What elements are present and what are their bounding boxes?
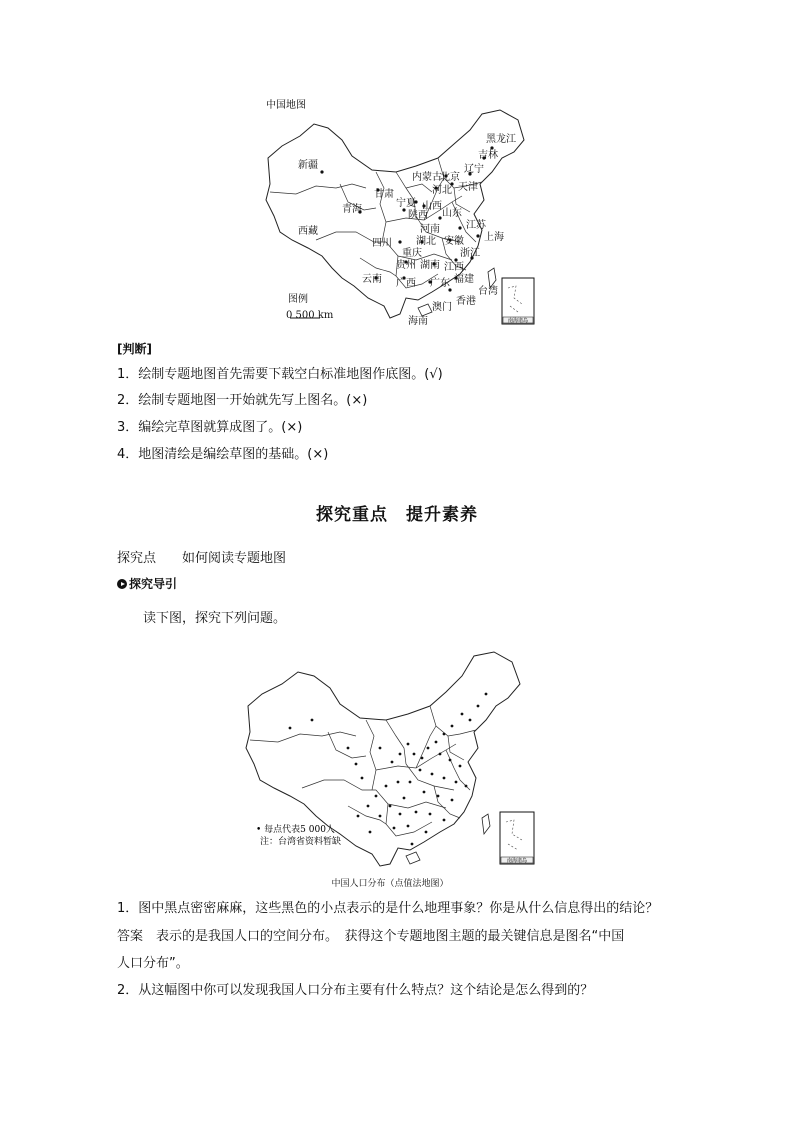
province-label: 台湾 bbox=[478, 286, 498, 297]
legend-title: 图例 bbox=[288, 294, 308, 305]
population-map-figure bbox=[240, 636, 540, 868]
taiwan-shape bbox=[482, 814, 490, 834]
intro-text: 读下图，探究下列问题。 bbox=[143, 611, 287, 626]
province-label: 澳门 bbox=[432, 302, 452, 313]
scale-label: 0 500 km bbox=[286, 310, 334, 321]
province-label: 福建 bbox=[454, 274, 474, 285]
section-title: 探究重点 提升素养 bbox=[316, 505, 478, 525]
province-label: 上海 bbox=[484, 232, 504, 243]
inset-label: 南海诸岛 bbox=[507, 318, 529, 324]
province-label: 江西 bbox=[444, 262, 464, 273]
province-label: 黑龙江 bbox=[486, 134, 516, 145]
legend-taiwan-note: 注：台湾省资料暂缺 bbox=[260, 837, 342, 847]
province-label: 香港 bbox=[456, 296, 476, 307]
province-label: 河南 bbox=[420, 224, 440, 235]
judge-heading: [判断] bbox=[117, 342, 152, 356]
hainan-shape bbox=[418, 304, 432, 316]
province-label: 新疆 bbox=[298, 160, 318, 171]
judge-item-3: 3．编绘完草图就算成图了。(×) bbox=[117, 420, 303, 435]
province-label: 云南 bbox=[362, 274, 382, 285]
province-label: 西藏 bbox=[298, 226, 318, 237]
province-label: 天津 bbox=[458, 182, 478, 193]
judge-item-2: 2．绘制专题地图一开始就先写上图名。(×) bbox=[117, 393, 368, 408]
province-label: 海南 bbox=[408, 316, 428, 327]
answer-1-line-2: 人口分布”。 bbox=[117, 956, 189, 971]
population-dots bbox=[289, 693, 488, 846]
question-1: 1．图中黑点密密麻麻，这些黑色的小点表示的是什么地理事象？你是从什么信息得出的结论？ bbox=[117, 901, 659, 916]
province-label: 广西 bbox=[396, 278, 416, 289]
province-label: 北京 bbox=[440, 172, 460, 183]
china-map-figure bbox=[256, 92, 540, 328]
answer-1-line-1: 答案 表示的是我国人口的空间分布。 获得这个专题地图主题的最关键信息是图名“中国 bbox=[117, 929, 625, 944]
province-label: 山东 bbox=[442, 208, 462, 219]
province-label: 吉林 bbox=[478, 150, 498, 161]
province-label: 河北 bbox=[432, 185, 452, 196]
province-label: 安徽 bbox=[444, 236, 464, 247]
province-label: 湖北 bbox=[416, 236, 436, 247]
figure-caption: 中国人口分布（点值法地图） bbox=[331, 879, 449, 889]
province-label: 重庆 bbox=[402, 248, 422, 259]
hainan-shape bbox=[406, 852, 420, 864]
inset-label: 南海诸岛 bbox=[506, 858, 528, 864]
province-label: 四川 bbox=[372, 238, 392, 249]
province-label: 湖南 bbox=[420, 260, 440, 271]
taiwan-shape bbox=[488, 268, 496, 288]
province-label: 内蒙古 bbox=[412, 172, 442, 183]
judge-item-1: 1．绘制专题地图首先需要下载空白标准地图作底图。(√) bbox=[117, 367, 443, 382]
play-icon bbox=[117, 579, 127, 589]
province-label: 山西 bbox=[422, 201, 442, 212]
map-title: 中国地图 bbox=[266, 100, 306, 111]
province-label: 贵州 bbox=[396, 260, 416, 271]
province-label: 江苏 bbox=[466, 220, 486, 231]
province-label: 浙江 bbox=[460, 248, 480, 259]
province-label: 宁夏 bbox=[396, 198, 416, 209]
province-label: 青海 bbox=[342, 204, 362, 215]
explore-point-label: 探究点 如何阅读专题地图 bbox=[117, 551, 287, 566]
province-label: 陕西 bbox=[408, 210, 428, 221]
question-2: 2．从这幅图中你可以发现我国人口分布主要有什么特点？这个结论是怎么得到的？ bbox=[117, 983, 594, 998]
south-sea-inset bbox=[500, 812, 534, 864]
judge-item-4: 4．地图清绘是编绘草图的基础。(×) bbox=[117, 447, 329, 462]
explore-guide bbox=[117, 575, 177, 593]
explore-guide-label: 探究导引 bbox=[129, 577, 178, 591]
province-borders bbox=[250, 706, 476, 836]
province-label: 甘肃 bbox=[374, 189, 394, 200]
province-label: 广东 bbox=[430, 278, 450, 289]
province-label: 辽宁 bbox=[464, 164, 484, 175]
legend-dot-note: • 每点代表5 000人 bbox=[256, 825, 335, 835]
